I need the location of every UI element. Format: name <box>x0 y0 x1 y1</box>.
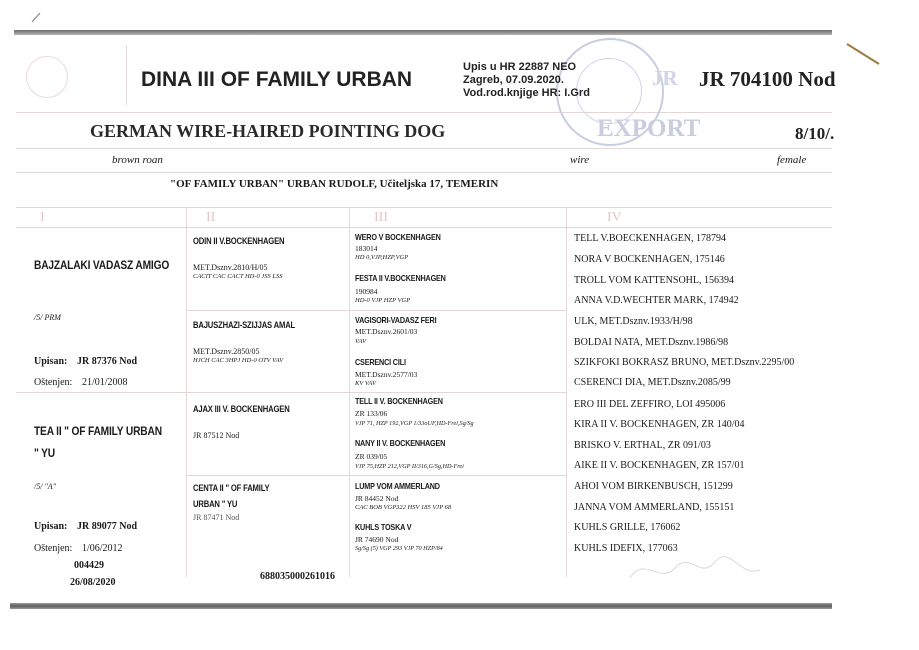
great-grandparent-8-titles: Sg/Sg (5) VGP 293 VJP 70 HZP/84 <box>355 545 443 552</box>
column-header-2: II <box>206 210 216 225</box>
great-grandparent-1-titles: HD 0,VJP,HZP,VGP <box>355 254 409 261</box>
form-line <box>186 475 566 476</box>
great-grandparent-7-titles: CAC BOB VGP322 HSV 185 VJP 68 <box>355 504 452 511</box>
bottom-border-rule <box>10 603 832 609</box>
great-grandparent-2-reg: 190984 <box>355 287 378 296</box>
ancestor-g4-15: KUHLS GRILLE, 176062 <box>574 522 681 533</box>
sire-birth-date: 21/01/2008 <box>82 377 128 388</box>
grandparent-3-name: AJAX III V. BOCKENHAGEN <box>193 404 290 414</box>
great-grandparent-6-reg: ZR 039/05 <box>355 452 388 461</box>
ancestor-g4-14: JANNA VOM AMMERLAND, 155151 <box>574 502 735 513</box>
column-header-4: IV <box>607 210 622 225</box>
ancestor-g4-2: NORA V BOCKENHAGEN, 175146 <box>574 254 725 265</box>
registry-line-2: Zagreb, 07.09.2020. <box>463 74 564 86</box>
dam-name-line-2: " YU <box>34 446 55 460</box>
great-grandparent-4-titles: KV VAV <box>355 380 376 387</box>
signature <box>620 550 770 590</box>
dam-birth-date: 1/06/2012 <box>82 543 123 554</box>
great-grandparent-3-titles: VAV <box>355 338 367 345</box>
form-line <box>16 148 832 149</box>
form-line <box>16 227 832 228</box>
grandparent-2-titles: HJCH CAC 3HPJ HD-0 OTV VAV <box>193 357 284 364</box>
grandparent-4-name-line-1: CENTA II " OF FAMILY <box>193 483 270 493</box>
pen-mark <box>845 40 885 70</box>
grandparent-2-name: BAJUSZHAZI-SZIJJAS AMAL <box>193 320 296 330</box>
column-divider <box>349 207 350 577</box>
sex: female <box>777 154 807 166</box>
great-grandparent-4-reg: MET.Dsznv.2577/03 <box>355 370 418 379</box>
sire-ostenjen-label: Oštenjen: <box>34 377 73 388</box>
form-line <box>16 112 832 113</box>
great-grandparent-5-reg: ZR 133/06 <box>355 409 388 418</box>
great-grandparent-7-reg: JR 84452 Nod <box>355 494 399 503</box>
ancestor-g4-8: CSERENCI DIA, MET.Dsznv.2085/99 <box>574 377 731 388</box>
great-grandparent-6-titles: VJP 75,HZP 212,VGP II/316,G/Sg,HD-Frei <box>355 463 464 470</box>
sire-note: /5/ PRM <box>34 313 61 322</box>
great-grandparent-5-titles: VJP 71, HZP 192,VGP 1/33oUF,HD-Frei,Sg/Sg <box>355 420 474 427</box>
dam-ostenjen-label: Oštenjen: <box>34 543 73 554</box>
grandparent-4-reg: JR 87471 Nod <box>193 513 240 522</box>
form-line <box>16 207 832 208</box>
top-border-rule <box>14 30 832 35</box>
sire-registration: JR 87376 Nod <box>77 356 138 367</box>
great-grandparent-4-name: CSERENCI CILI <box>355 357 406 367</box>
ancestor-g4-11: BRISKO V. ERTHAL, ZR 091/03 <box>574 440 711 451</box>
ancestor-g4-12: AIKE II V. BOCKENHAGEN, ZR 157/01 <box>574 460 745 471</box>
column-divider <box>186 207 187 577</box>
birth-date: 8/10/. <box>795 124 835 143</box>
pen-mark <box>28 10 48 24</box>
ancestor-g4-1: TELL V.BOECKENHAGEN, 178794 <box>574 233 727 244</box>
dam-note: /5/ "A" <box>34 482 57 491</box>
dam-upisan-label: Upisan: <box>34 521 68 532</box>
form-line <box>16 172 832 173</box>
great-grandparent-3-name: VAGISORI-VADASZ FERI <box>355 315 437 325</box>
dog-name: DINA III OF FAMILY URBAN <box>141 68 413 91</box>
ancestor-g4-16: KUHLS IDEFIX, 177063 <box>574 543 678 554</box>
ancestor-g4-9: ERO III DEL ZEFFIRO, LOI 495006 <box>574 399 726 410</box>
great-grandparent-8-reg: JR 74690 Nod <box>355 535 399 544</box>
ancestor-g4-4: ANNA V.D.WECHTER MARK, 174942 <box>574 295 739 306</box>
great-grandparent-5-name: TELL II V. BOCKENHAGEN <box>355 396 443 406</box>
column-header-1: I <box>40 210 45 225</box>
dam-extra-date: 26/08/2020 <box>70 577 116 588</box>
great-grandparent-3-reg: MET.Dsznv.2601/03 <box>355 327 418 336</box>
ancestor-g4-13: AHOI VOM BIRKENBUSCH, 151299 <box>574 481 733 492</box>
form-line <box>16 392 566 393</box>
ancestor-g4-10: KIRA II V. BOCKENHAGEN, ZR 140/04 <box>574 419 745 430</box>
dam-name-line-1: TEA II " OF FAMILY URBAN <box>34 424 162 438</box>
sire-name: BAJZALAKI VADASZ AMIGO <box>34 258 170 272</box>
grandparent-4-name-line-2: URBAN " YU <box>193 499 238 509</box>
great-grandparent-8-name: KUHLS TOSKA V <box>355 522 412 532</box>
grandparent-1-name: ODIN II V.BOCKENHAGEN <box>193 236 285 246</box>
registry-line-3: Vod.rod.knjige HR: I.Grd <box>463 87 590 99</box>
ancestor-g4-6: BOLDAI NATA, MET.Dsznv.1986/98 <box>574 337 729 348</box>
dam-registration: JR 89077 Nod <box>77 521 138 532</box>
great-grandparent-6-name: NANY II V. BOCKENHAGEN <box>355 438 446 448</box>
export-stamp: EXPORT <box>597 115 701 142</box>
great-grandparent-1-name: WERO V BOCKENHAGEN <box>355 232 441 242</box>
column-divider <box>566 207 567 577</box>
coat-type: wire <box>570 154 590 166</box>
great-grandparent-2-name: FESTA II V.BOCKENHAGEN <box>355 273 446 283</box>
breeder: "OF FAMILY URBAN" URBAN RUDOLF, Učiteljska 17, TEMERIN <box>170 178 499 190</box>
coat-color: brown roan <box>112 154 163 166</box>
registration-number: JR 704100 Nod <box>699 67 836 91</box>
registry-line-1: Upis u HR 22887 NEO <box>463 61 577 73</box>
ancestor-g4-3: TROLL VOM KATTENSOHL, 156394 <box>574 275 734 286</box>
column-divider <box>126 45 127 105</box>
microchip-number: 688035000261016 <box>260 571 335 582</box>
great-grandparent-2-titles: HD-0 VJP HZP VGP <box>355 297 411 304</box>
great-grandparent-7-name: LUMP VOM AMMERLAND <box>355 481 440 491</box>
registration-prefix-faint: JR <box>652 66 678 90</box>
grandparent-2-reg: MET.Dsznv.2850/05 <box>193 347 260 356</box>
ancestor-g4-7: SZIKFOKI BOKRASZ BRUNO, MET.Dsznv.2295/00 <box>574 357 795 368</box>
grandparent-1-titles: CACIT CAC CACT HD-0 JSS LSS <box>193 273 283 280</box>
grandparent-3-reg: JR 87512 Nod <box>193 431 240 440</box>
faint-stamp <box>26 56 68 98</box>
ancestor-g4-5: ULK, MET.Dsznv.1933/H/98 <box>574 316 693 327</box>
form-line <box>186 310 566 311</box>
breed-name: GERMAN WIRE-HAIRED POINTING DOG <box>90 121 446 141</box>
great-grandparent-1-reg: 183014 <box>355 244 378 253</box>
grandparent-1-reg: MET.Dsznv.2810/H/05 <box>193 263 268 272</box>
column-header-3: III <box>374 210 388 225</box>
sire-upisan-label: Upisan: <box>34 356 68 367</box>
dam-extra-number: 004429 <box>74 560 104 571</box>
